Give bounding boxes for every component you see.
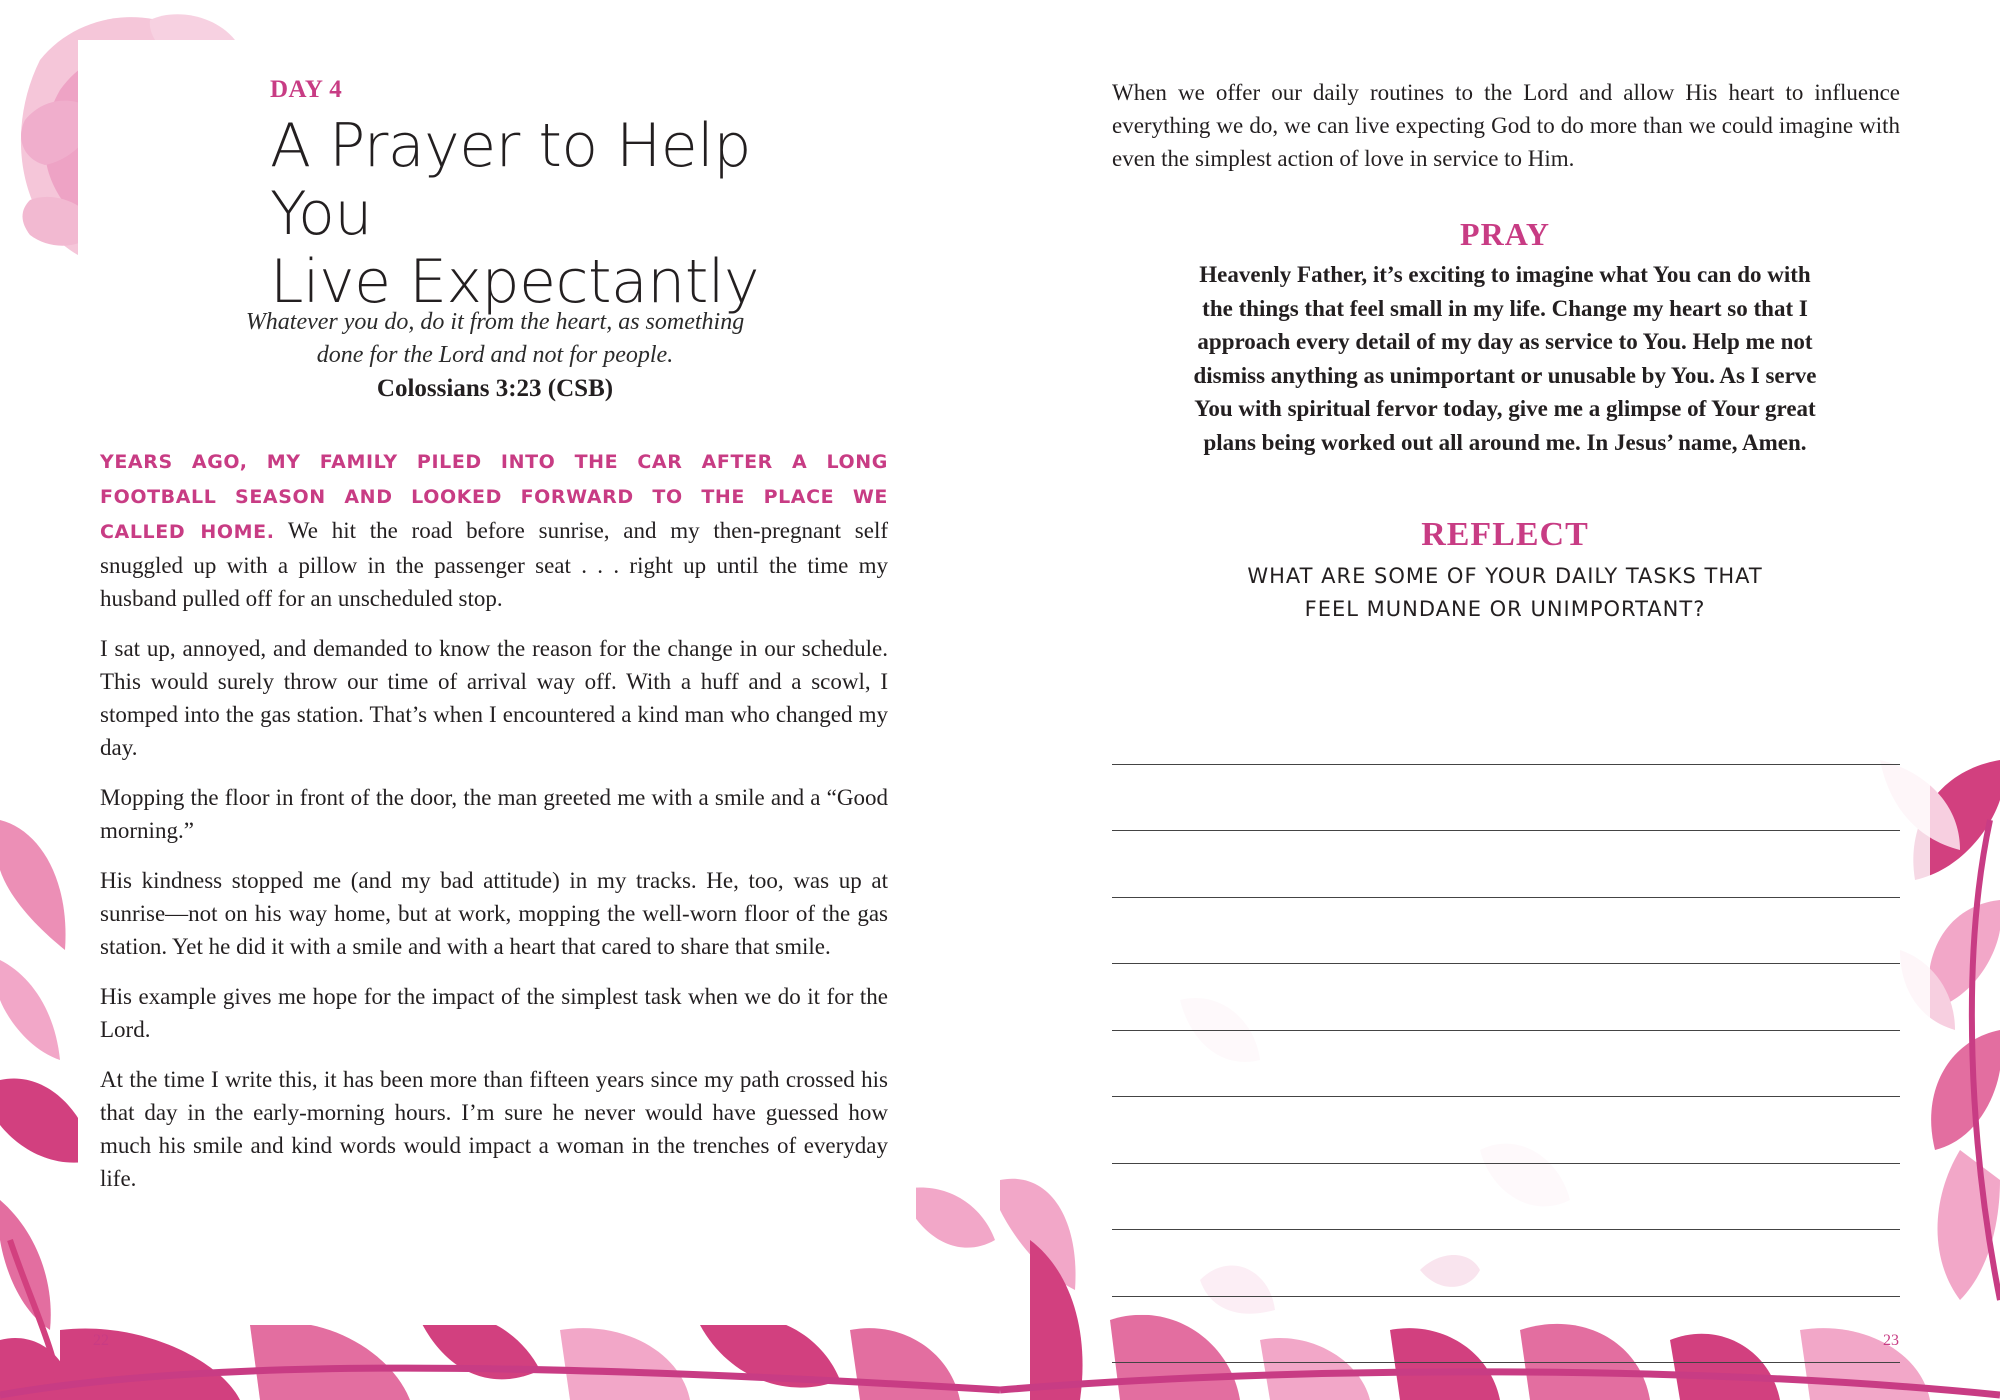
writing-lines [1112, 698, 1900, 1363]
prayer-line: dismiss anything as unimportant or unusable by You. As I serve [1193, 362, 1817, 388]
scripture-verse [100, 306, 890, 406]
verse-text [235, 306, 755, 372]
pray-heading: PRAY [1460, 216, 1550, 252]
paragraph: Mopping the floor in front of the door, the man greeted me with a smile and a “Good morning.” [100, 785, 888, 843]
paragraph: At the time I write this, it has been more than fifteen years since my path crossed his that day in the early-morning hours. I’m sure he never would have guessed how much his smile and kind words would impact a woman in the trenches of everyday life. [100, 1067, 888, 1191]
writing-line[interactable] [1112, 765, 1900, 832]
page-title [270, 112, 830, 316]
paragraph: I sat up, annoyed, and demanded to know the reason for the change in our schedule. This would surely throw our time of arrival way off. With a huff and a scowl, I stomped into the gas station. That’s when I encountered a kind man who changed my day. [100, 636, 888, 760]
prayer-line: Heavenly Father, it’s exciting to imagine what You can do with [1199, 262, 1811, 287]
question-line: FEEL MUNDANE OR UNIMPORTANT? [1304, 597, 1706, 621]
paragraph [100, 444, 888, 615]
title-line: Live Expectantly [270, 247, 760, 317]
writing-line[interactable] [1112, 1097, 1900, 1164]
prayer-line: plans being worked out all around me. In Jesus’ name, Amen. [1203, 429, 1807, 455]
reflect-heading: REFLECT [1421, 516, 1589, 553]
lead-in-text: YEARS AGO, MY FAMILY PILED INTO THE CAR AFTER A LONG FOOTBALL SEASON AND LOOKED FORWARD TO THE PLACE WE CALLED HOME. [100, 451, 888, 543]
prayer-text [1140, 258, 1870, 459]
intro-paragraph: When we offer our daily routines to the Lord and allow His heart to influence everything we do, we can live expecting God to do more than we could imagine with even the simplest action of love in service to Him. [1112, 80, 1900, 171]
writing-line[interactable] [1112, 1297, 1900, 1364]
writing-line[interactable] [1112, 898, 1900, 965]
prayer-line: approach every detail of my day as service to You. Help me not [1197, 329, 1813, 354]
day-label: DAY 4 [270, 76, 343, 103]
verse-line: done for the Lord and not for people. [316, 342, 674, 368]
writing-line[interactable] [1112, 1230, 1900, 1297]
reflect-question [1180, 560, 1830, 626]
page-number-right: 23 [1883, 1332, 1899, 1349]
writing-line[interactable] [1112, 1031, 1900, 1098]
verse-reference: Colossians 3:23 (CSB) [376, 375, 614, 402]
right-page [1000, 0, 2000, 1400]
writing-line[interactable] [1112, 698, 1900, 765]
paragraph: His example gives me hope for the impact of the simplest task when we do it for the Lord. [100, 984, 888, 1042]
writing-line[interactable] [1112, 1164, 1900, 1231]
question-line: WHAT ARE SOME OF YOUR DAILY TASKS THAT [1247, 564, 1763, 588]
writing-line[interactable] [1112, 831, 1900, 898]
prayer-line: the things that feel small in my life. Change my heart so that I [1202, 295, 1808, 321]
paragraph: His kindness stopped me (and my bad attitude) in my tracks. He, too, was up at sunrise—not on his way home, but at work, mopping the well-worn floor of the gas station. Yet he did it with a smile and with a heart that cared to share that smile. [100, 868, 888, 959]
title-line: A Prayer to Help You [270, 111, 751, 249]
writing-line[interactable] [1112, 964, 1900, 1031]
verse-line: Whatever you do, do it from the heart, as something [245, 309, 745, 335]
prayer-line: You with spiritual fervor today, give me a glimpse of Your great [1194, 396, 1816, 421]
page-number-left: 22 [93, 1332, 109, 1349]
paragraph-text: We hit the road before sunrise, and my then-pregnant self snuggled up with a pillow in the passenger seat . . . right up until the time my husband pulled off for an unscheduled stop. [100, 518, 888, 611]
devotional-body [100, 444, 888, 1212]
